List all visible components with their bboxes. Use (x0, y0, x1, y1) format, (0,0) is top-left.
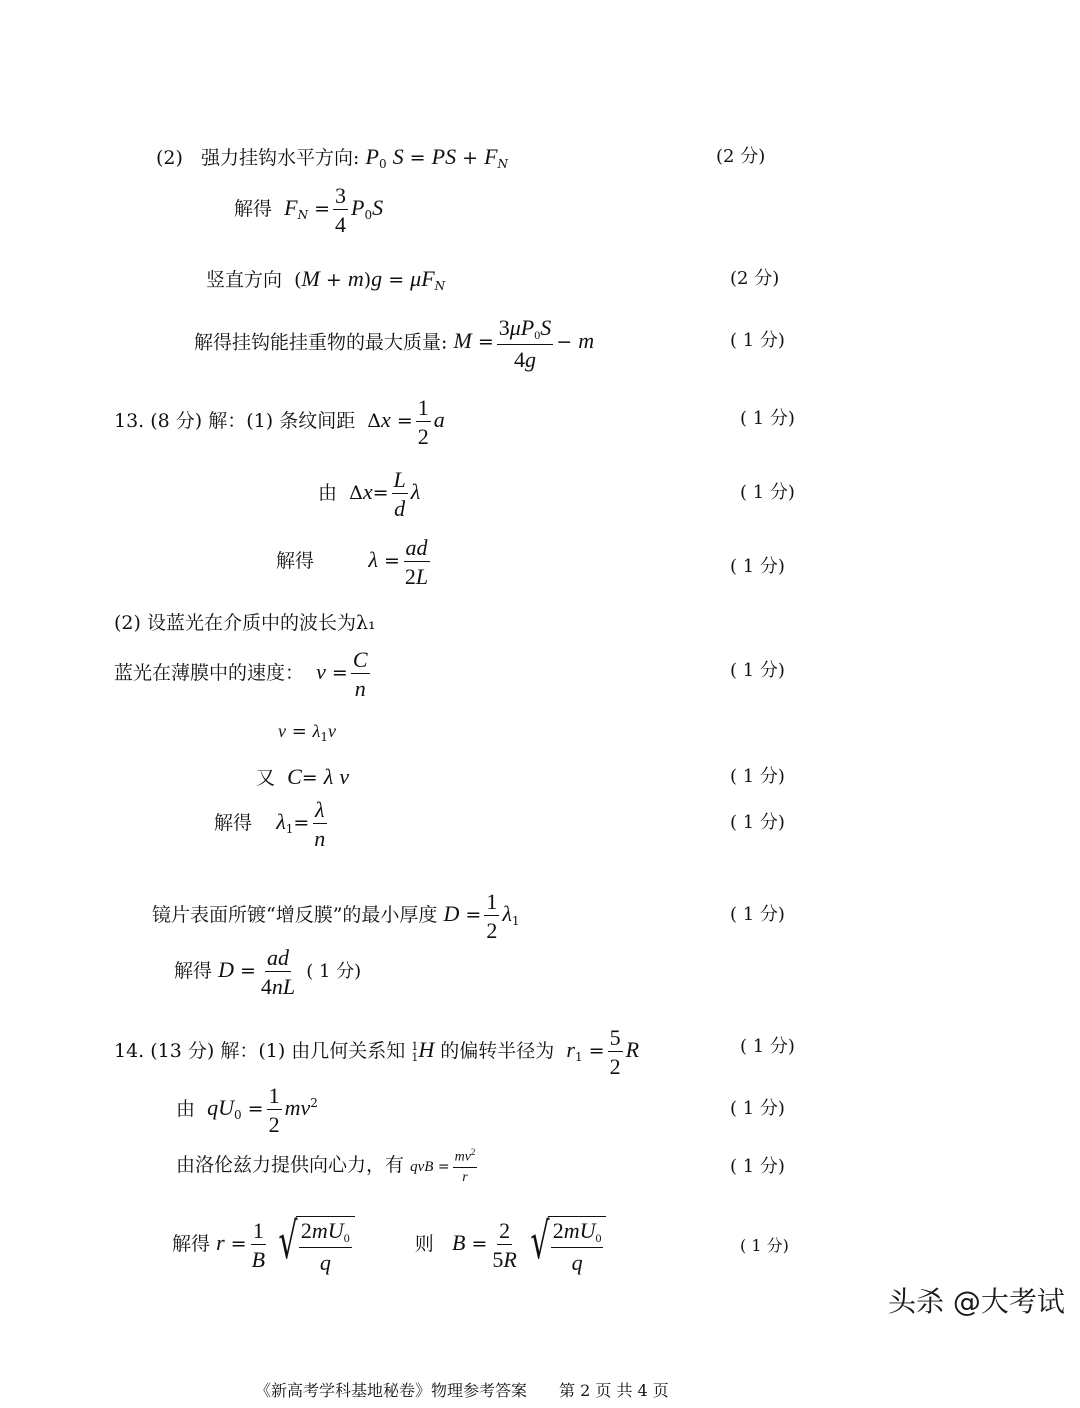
q13-solve2-label: 解得 (214, 812, 253, 835)
q13-speed-equation: v = $\frac{C}{n}$ (316, 647, 368, 702)
q14-radius-equation: $r_1$ = $\frac{5}{2}$ R (566, 1025, 640, 1080)
q13-part2-label: (2) 设蓝光在介质中的波长为λ₁ (114, 612, 376, 634)
q14-score-2: ( 1 分) (730, 1098, 785, 1119)
q13-also-label: 又 (256, 767, 276, 789)
q14-header: 14. (13 分) 解：(1) 由几何关系知 (114, 1040, 406, 1063)
q13-header: 13. (8 分) 解：(1) 条纹间距 (114, 410, 356, 433)
q13-v-equation: $v = \lambda_1\nu$ (278, 721, 336, 744)
q12-vertical-equation: $(M + m)g = \mu F_N$ (288, 266, 446, 293)
q13-min-line (152, 890, 520, 942)
q13-by-equation: Δx= $\frac{L}{d}$ λ (343, 467, 421, 522)
q13-by-label: 由 (318, 482, 338, 505)
q12-solve-label: 解得 (234, 198, 273, 221)
q13-score-1: ( 1 分) (740, 408, 795, 429)
q12-horizontal-equation: $P_0$ S = PS + $F_N$ (365, 144, 509, 171)
q12-part2-line1 (156, 146, 508, 170)
q13-solve2-line (214, 798, 330, 850)
q13-c-equation: C= λ ν (287, 764, 350, 789)
q12-vertical-label: 竖直方向 (206, 269, 283, 291)
q13-fringe-equation: Δx = $\frac{1}{2}$ a (361, 395, 445, 450)
q14-by-line (176, 1084, 318, 1136)
q14-b-equation: B = $\frac{2}{5R}$ √ $\frac{2mU_0}{q}$ (440, 1233, 607, 1255)
q12-part2-marker: (2) (156, 147, 183, 169)
q13-header-line (114, 396, 445, 448)
q14-score-4: ( 1 分) (740, 1236, 789, 1255)
q12-solve-line (234, 184, 383, 236)
q14-solve-line (172, 1212, 606, 1275)
q12-max-label: 解得挂钩能挂重物的最大质量: (194, 331, 448, 354)
q13-score-6: ( 1 分) (730, 812, 785, 833)
q13-min-label: 镜片表面所镀“增反膜”的最小厚度 (152, 904, 438, 927)
q14-then-label: 则 (414, 1232, 434, 1255)
q14-by-label: 由 (176, 1098, 196, 1121)
q13-solve-label: 解得 (276, 550, 315, 573)
q14-score-3: ( 1 分) (730, 1156, 785, 1177)
watermark: 头杀 @大考试 (888, 1285, 1065, 1318)
q12-vertical-line (206, 268, 445, 292)
q13-also-line (256, 766, 349, 788)
q12-fn-equation: $F_N$ = $\frac{3}{4}$ $P_0S$ (284, 183, 384, 238)
q13-score-2: ( 1 分) (740, 482, 795, 503)
q13-score-4: ( 1 分) (730, 660, 785, 681)
q14-radius-label: 的偏转半径为 (440, 1040, 555, 1063)
page-footer: 《新高考学科基地秘卷》物理参考答案 第 2 页 共 4 页 (255, 1381, 669, 1400)
q13-score-7: ( 1 分) (730, 904, 785, 925)
q14-r-equation: r = $\frac{1}{B}$ √ $\frac{2mU_0}{q}$ (216, 1233, 355, 1255)
q13-d-equation: D = $\frac{ad}{4nL}$ (218, 945, 296, 1000)
q12-vertical-score: (2 分) (730, 268, 780, 289)
q14-lorentz-label: 由洛伦兹力提供向心力，有 (176, 1154, 405, 1177)
q14-lorentz-equation: qvB = $\frac{mv^2}{r}$ (410, 1147, 476, 1186)
q13-lambda1-equation: $\lambda_1=$ $\frac{\lambda}{n}$ (276, 797, 326, 852)
q13-score-8: ( 1 分) (306, 961, 362, 983)
q13-by-line (318, 468, 420, 520)
q13-score-3: ( 1 分) (730, 556, 785, 577)
q14-energy-equation: $qU_0$ = $\frac{1}{2}$ $mv^2$ (207, 1083, 318, 1138)
q13-solve3-label: 解得 (174, 960, 213, 983)
q13-min-equation: D = $\frac{1}{2}$ $\lambda_1$ (443, 889, 520, 944)
q14-lorentz-line (176, 1148, 480, 1186)
q14-solve-label: 解得 (172, 1232, 211, 1255)
q13-solve-line (276, 536, 433, 588)
q14-score-1: ( 1 分) (740, 1036, 795, 1057)
q13-lambda-equation: λ = $\frac{ad}{2L}$ (368, 535, 429, 590)
q12-horizontal-label: 强力挂钩水平方向: (201, 147, 360, 169)
q12-max-line (194, 316, 594, 371)
q12-horizontal-score: (2 分) (716, 146, 766, 167)
q13-score-5: ( 1 分) (730, 766, 785, 787)
q12-max-equation: M = $\frac{3\mu P_0S}{4g}$ − m (453, 315, 595, 372)
q13-speed-label: 蓝光在薄膜中的速度： (114, 662, 305, 685)
q14-nuclide-symbol: 1 1 H (411, 1037, 435, 1065)
q13-solve3-line (174, 946, 361, 998)
q12-max-score: ( 1 分) (730, 330, 785, 351)
q13-speed-line (114, 648, 373, 700)
q14-header-line (114, 1026, 639, 1078)
